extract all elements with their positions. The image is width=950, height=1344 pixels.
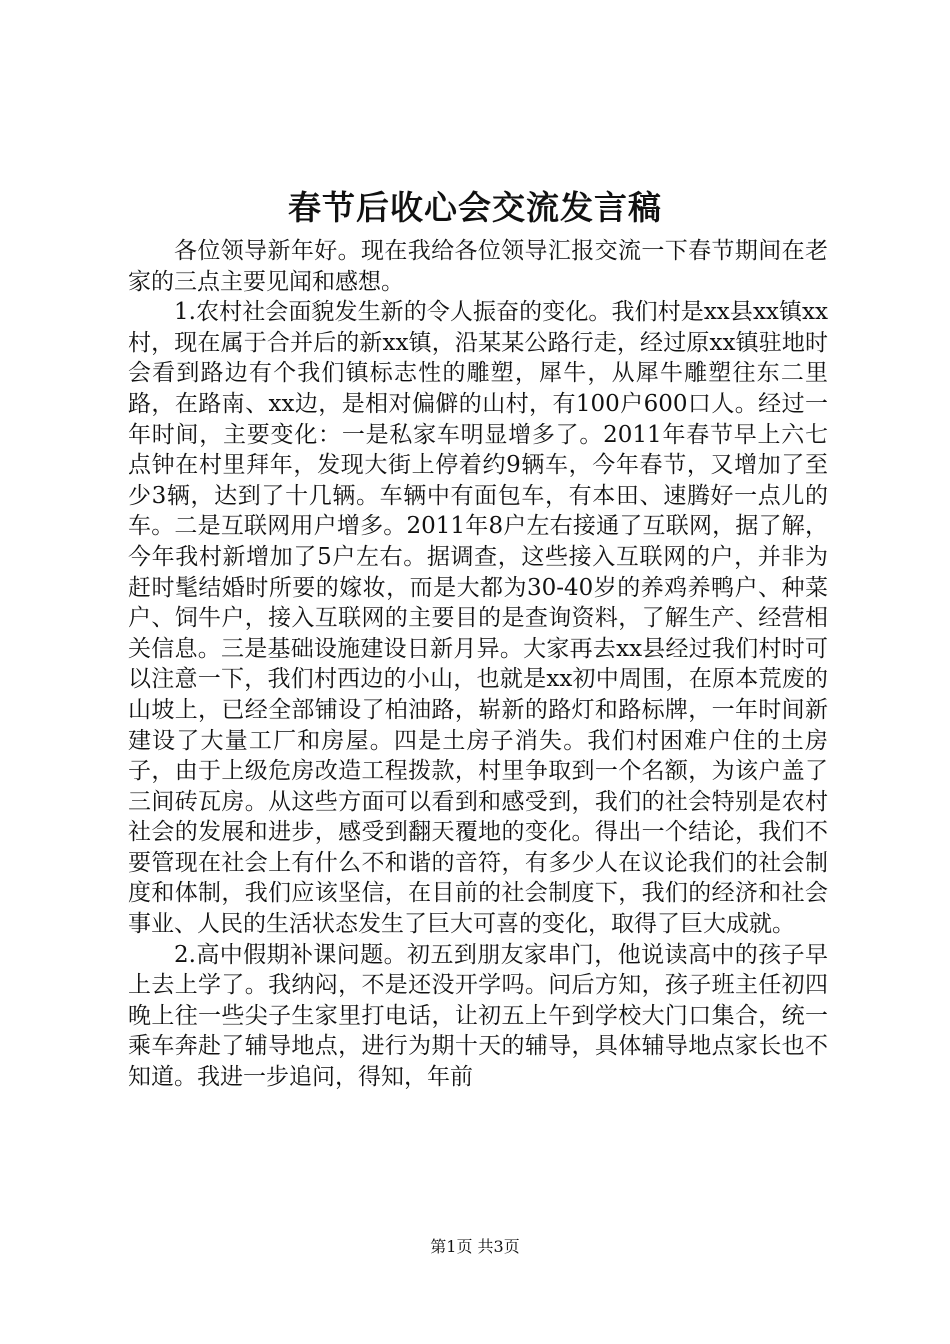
paragraph-greeting: 各位领导新年好。现在我给各位领导汇报交流一下春节期间在老家的三点主要见闻和感想。 [128, 238, 828, 295]
document-body [128, 236, 828, 1093]
page-footer [0, 1236, 950, 1258]
paragraph-holiday-tutoring: 2.高中假期补课问题。初五到朋友家串门，他说读高中的孩子早上去上学了。我纳闷，不是还没开学吗。问后方知，孩子班主任初四晚上往一些尖子生家里打电话，让初五上午到学校大门口集合，统一乘车奔赴了辅导地点，进行为期十天的辅导，具体辅导地点家长也不知道。我进一步追问，得知，年前 [128, 941, 828, 1091]
page-indicator: 第1页 共3页 [430, 1237, 520, 1256]
paragraph-rural-changes: 1.农村社会面貌发生新的令人振奋的变化。我们村是xx县xx镇xx村，现在属于合并后的新xx镇，沿某某公路行走，经过原xx镇驻地时会看到路边有个我们镇标志性的雕塑，犀牛，从犀牛雕塑往东二里路，在路南、xx边，是相对偏僻的山村，有100户600口人。经过一年时间，主要变化：一是私家车明显增多了。2011年春节早上六七点钟在村里拜年，发现大街上停着约9辆车，今年春节，又增加了至少3辆，达到了十几辆。车辆中有面包车，有本田、速腾好一点儿的车。二是互联网用户增多。2011年8户左右接通了互联网，据了解，今年我村新增加了5户左右。据调查，这些接入互联网的户，并非为赶时髦结婚时所要的嫁妆，而是大都为30-40岁的养鸡养鸭户、种菜户、饲牛户，接入互联网的主要目的是查询资料，了解生产、经营相关信息。三是基础设施建设日新月异。大家再去xx县经过我们村时可以注意一下，我们村西边的小山，也就是xx初中周围，在原本荒废的山坡上，已经全部铺设了柏油路，崭新的路灯和路标牌，一年时间新建设了大量工厂和房屋。四是土房子消失。我们村困难户住的土房子，由于上级危房改造工程拨款，村里争取到一个名额，为该户盖了三间砖瓦房。从这些方面可以看到和感受到，我们的社会特别是农村社会的发展和进步，感受到翻天覆地的变化。得出一个结论，我们不要管现在社会上有什么不和谐的音符，有多少人在议论我们的社会制度和体制，我们应该坚信，在目前的社会制度下，我们的经济和社会事业、人民的生活状态发生了巨大可喜的变化，取得了巨大成就。 [128, 299, 828, 938]
document-title: 春节后收心会交流发言稿 [288, 188, 662, 227]
